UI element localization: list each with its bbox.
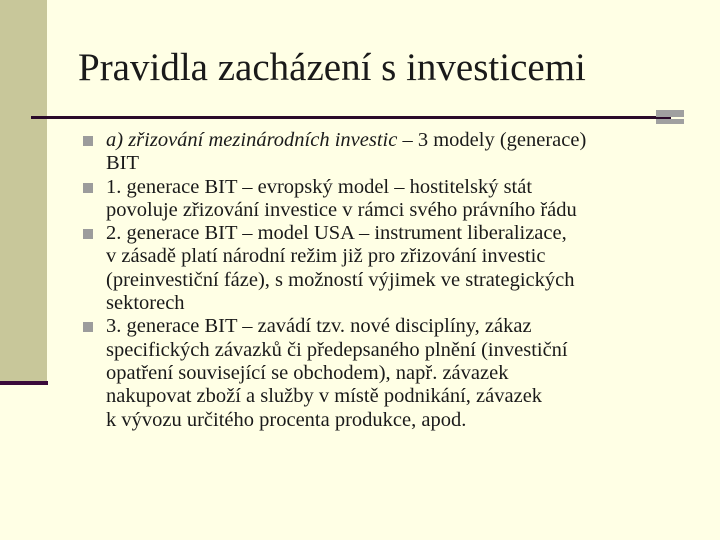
bullet-item-3 — [82, 222, 692, 315]
bullet-italic-heading: a) zřizování mezinárodních investic — [106, 129, 398, 151]
bullet-item-1 — [82, 129, 692, 176]
left-decorative-band — [0, 0, 47, 384]
title-divider — [31, 116, 671, 119]
bullet-text — [106, 129, 586, 174]
bullet-item-2 — [82, 176, 692, 223]
square-bullet-icon — [83, 322, 93, 332]
divider-accent-bottom — [656, 119, 684, 124]
left-band-underline — [0, 381, 48, 385]
bullet-text: 3. generace BIT – zavádí tzv. nové disciplíny, zákaz specifických závazků či předepsaného plnění (investiční opatření související se obchodem), např. závazek nakupovat zboží a služby v místě podnikání, závazek k vývozu určitého procenta produkce, apod. — [106, 315, 568, 431]
bullet-text: 2. generace BIT – model USA – instrument liberalizace, v zásadě platí národní režim již pro zřizování investic (preinvestiční fáze), s možností výjimek ve strategických sektorech — [106, 222, 575, 315]
bullet-list — [82, 129, 692, 432]
bullet-text-rest: – 3 modely (generace) BIT — [106, 129, 587, 175]
square-bullet-icon — [83, 136, 93, 146]
divider-accent-top — [656, 110, 684, 117]
bullet-text: 1. generace BIT – evropský model – hostitelský stát povoluje zřizování investice v rámci svého právního řádu — [106, 175, 577, 221]
square-bullet-icon — [83, 183, 93, 193]
slide-title: Pravidla zacházení s investicemi — [78, 46, 586, 89]
bullet-item-4 — [82, 315, 692, 431]
square-bullet-icon — [83, 229, 93, 239]
